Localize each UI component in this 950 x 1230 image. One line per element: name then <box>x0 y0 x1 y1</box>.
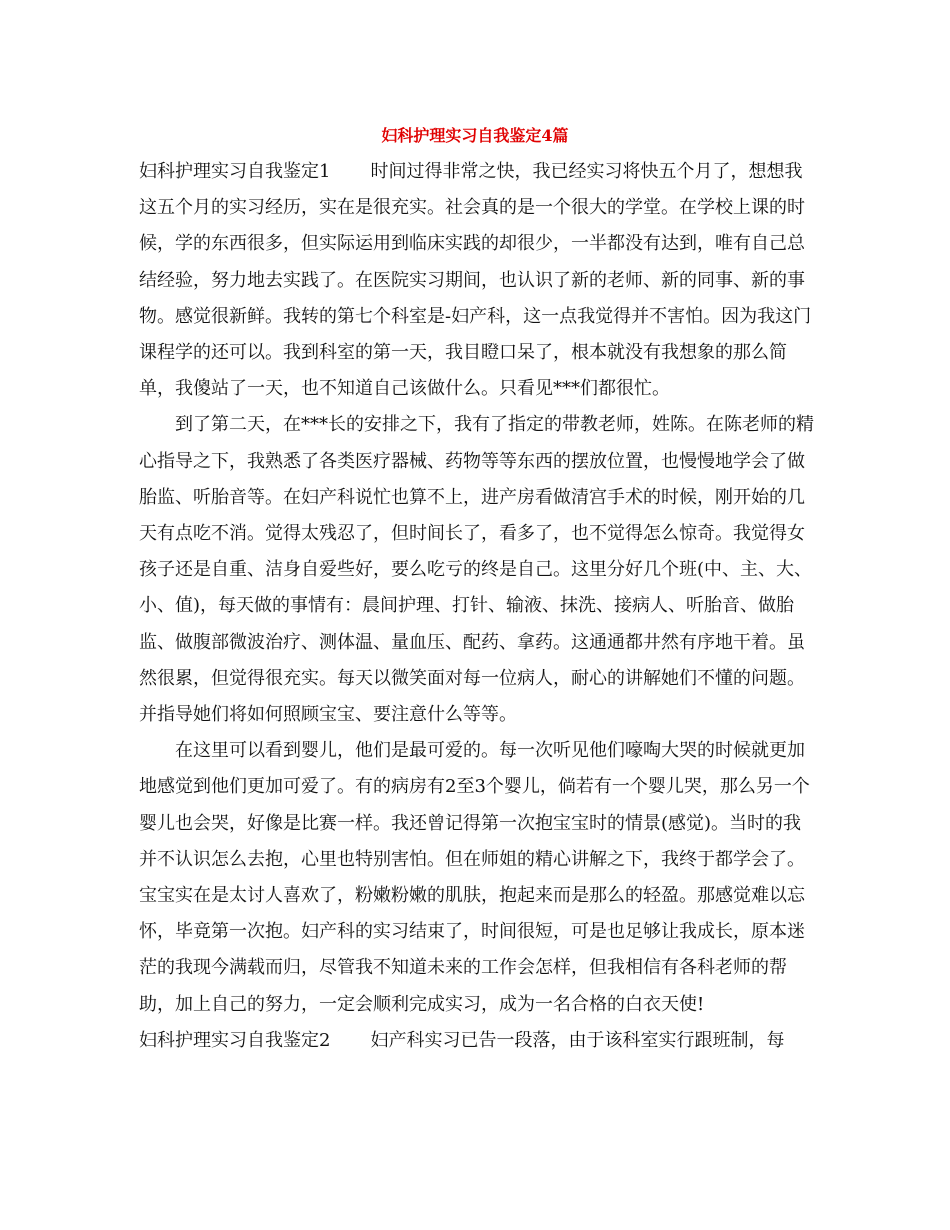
section-1-first-paragraph <box>139 154 819 407</box>
section-2-heading: 妇科护理实习自我鉴定2 <box>139 1029 331 1051</box>
section-1-paragraph-1: 时间过得非常之快，我已经实习将快五个月了，想想我这五个月的实习经历，实在是很充实。社会真的是一个很大的学堂。在学校上课的时候，学的东西很多，但实际运用到临床实践的却很少，一半都没有达到，唯有自己总结经验，努力地去实践了。在医院实习期间，也认识了新的老师、新的同事、新的事物。感觉很新鲜。我转的第七个科室是-妇产科，这一点我觉得并不害怕。因为我这门课程学的还可以。我到科室的第一天，我目瞪口呆了，根本就没有我想象的那么简单，我傻站了一天，也不知道自己该做什么。只看见***们都很忙。 <box>139 161 812 400</box>
document-title: 妇科护理实习自我鉴定4篇 <box>381 126 569 145</box>
document-body <box>139 154 819 1059</box>
section-1-paragraph-3: 在这里可以看到婴儿，他们是最可爱的。每一次听见他们嚎啕大哭的时候就更加地感觉到他们更加可爱了。有的病房有2至3个婴儿，倘若有一个婴儿哭，那么另一个婴儿也会哭，好像是比赛一样。我还曾记得第一次抱宝宝时的情景(感觉)。当时的我并不认识怎么去抱，心里也特别害怕。但在师姐的精心讲解之下，我终于都学会了。宝宝实在是太讨人喜欢了，粉嫩粉嫩的肌肤，抱起来而是那么的轻盈。那感觉难以忘怀，毕竟第一次抱。妇产科的实习结束了，时间很短，可是也足够让我成长，原本迷茫的我现今满载而归，尽管我不知道未来的工作会怎样，但我相信有各科老师的帮助，加上自己的努力，一定会顺利完成实习，成为一名合格的白衣天使! <box>139 740 810 1015</box>
section-1-heading: 妇科护理实习自我鉴定1 <box>139 161 331 182</box>
section-1-paragraph-2: 到了第二天，在***长的安排之下，我有了指定的带教老师，姓陈。在陈老师的精心指导之下，我熟悉了各类医疗器械、药物等等东西的摆放位置，也慢慢地学会了做胎监、听胎音等。在妇产科说忙也算不上，进产房看做清宫手术的时候，刚开始的几天有点吃不消。觉得太残忍了，但时间长了，看多了，也不觉得怎么惊奇。我觉得女孩子还是自重、洁身自爱些好，要么吃亏的终是自己。这里分好几个班(中、主、大、小、值)，每天做的事情有：晨间护理、打针、输液、抹洗、接病人、听胎音、做胎监、做腹部微波治疗、测体温、量血压、配药、拿药。这通通都井然有序地干着。虽然很累，但觉得很充实。每天以微笑面对每一位病人，耐心的讲解她们不懂的问题。并指导她们将如何照顾宝宝、要注意什么等等。 <box>139 414 814 726</box>
section-2-paragraph-1: 妇产科实习已告一段落，由于该科室实行跟班制，每 <box>370 1029 785 1051</box>
section-2-first-paragraph <box>139 1023 819 1059</box>
